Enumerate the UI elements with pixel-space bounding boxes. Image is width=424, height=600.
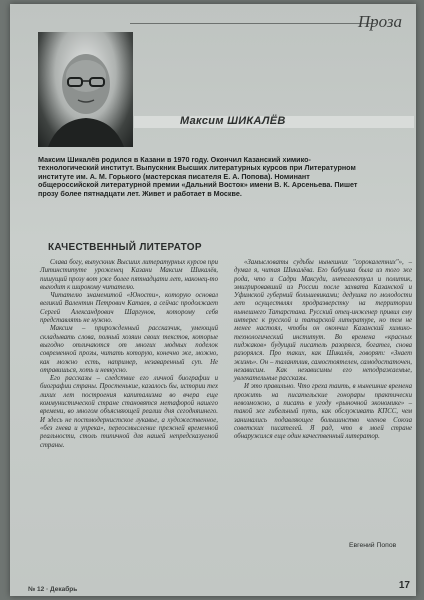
paragraph: И это правильно. Что греха таить, в нынешние времена прожить на писательские гонорары практически невозможно, а писать в угоду «рыночной экономике» – такой же гибельный путь, как обслуживать КПСС, чем занимались подавляющее большинство членов Союза советских писателей. Я рад, что в моей стране обнаружился еще один качественный литератор.	[234, 383, 412, 441]
page-number: 17	[398, 580, 410, 591]
paragraph: «Замысловаты судьбы нынешних "сорокалетних"», – думал я, читая Шикалёва. Его бабушка была из того же рода, что и Садри Максуди, интеллектуал и политик, эмигрировавший из России после захвата Казанской и Уфимской губерний большевиками; дедушка по молодости лет осуществлял продразверстку на территории нынешнего Татарстана. Русский отец-инженер привил ему интерес к русской и татарской литературе, но тем не менее настоял, чтобы он окончил Казанский химико-технологический институт. Во времена «красных пиджаков» будущий писатель разорялся, богател, снова разорялся. Про таких, как Шикалёв, говорят: «Знает жизнь». Он – талантлив, самостоятелен, самодостаточен, независим. Как независимы его неподражаемые, увлекательные рассказы.	[234, 259, 412, 383]
paragraph: Максим – прирожденный рассказчик, умеющий складывать слова, полный хозяин своих текстов, которые выгодно отличаются от многих модных поделок современной прозы, читать которую, конечно же, можно, как можно есть, например, незаваренный суп. Не отравишься, хоть и невкусно.	[40, 325, 218, 374]
article-signature: Евгений Попов	[349, 542, 397, 549]
section-title: Проза	[357, 12, 402, 31]
author-photo	[38, 32, 133, 147]
article-column-left	[40, 259, 218, 450]
article-column-right	[234, 259, 412, 442]
article-heading: КАЧЕСТВЕННЫЙ ЛИТЕРАТОР	[48, 242, 202, 253]
author-portrait-image	[38, 32, 133, 147]
issue-label: № 12 · Декабрь	[28, 586, 78, 593]
author-name: Максим ШИКАЛЁВ	[180, 115, 286, 127]
paragraph: Слава богу, выпускник Высших литературных курсов при Литинституте уроженец Казани Максим Шикалёв, пишущий прозу вот уже более пятнадцати лет, наконец-то выходит к широкому читателю.	[40, 259, 218, 291]
magazine-page	[10, 4, 416, 596]
paragraph: Читателю знаменитой «Юности», которую основал великий Валентин Петрович Катаев, а сейчас продолжает Сергей Александрович Шаргунов, которому себя представлять не нужно.	[40, 292, 218, 325]
paragraph: Его рассказы – следствие его личной биографии и биографии страны. Простенькие, казалось бы, истории тех лихих лет построения капитализма во вчера еще коммунистической стране становятся метафорой нашего времени, во многом объясняющей реалии дня сегодняшнего. И здесь не постмодернистское лукавье, а художественное, «без гнева и упрека», переосмысление прежней временной реальности, столь типичной для нашей непредсказуемой страны.	[40, 375, 218, 449]
author-bio: Максим Шикалёв родился в Казани в 1970 году. Окончил Казанский химико-технологический институт. Выпускник Высших литературных курсов при Литературном институте им. А. М. Горького (мастерская писателя Е. А. Попова). Номинант общероссийской литературной премии «Дальний Восток» имени В. К. Арсеньева. Пишет прозу более пятнадцати лет. Живет и работает в Москве.	[38, 155, 358, 198]
section-rule	[130, 23, 376, 24]
